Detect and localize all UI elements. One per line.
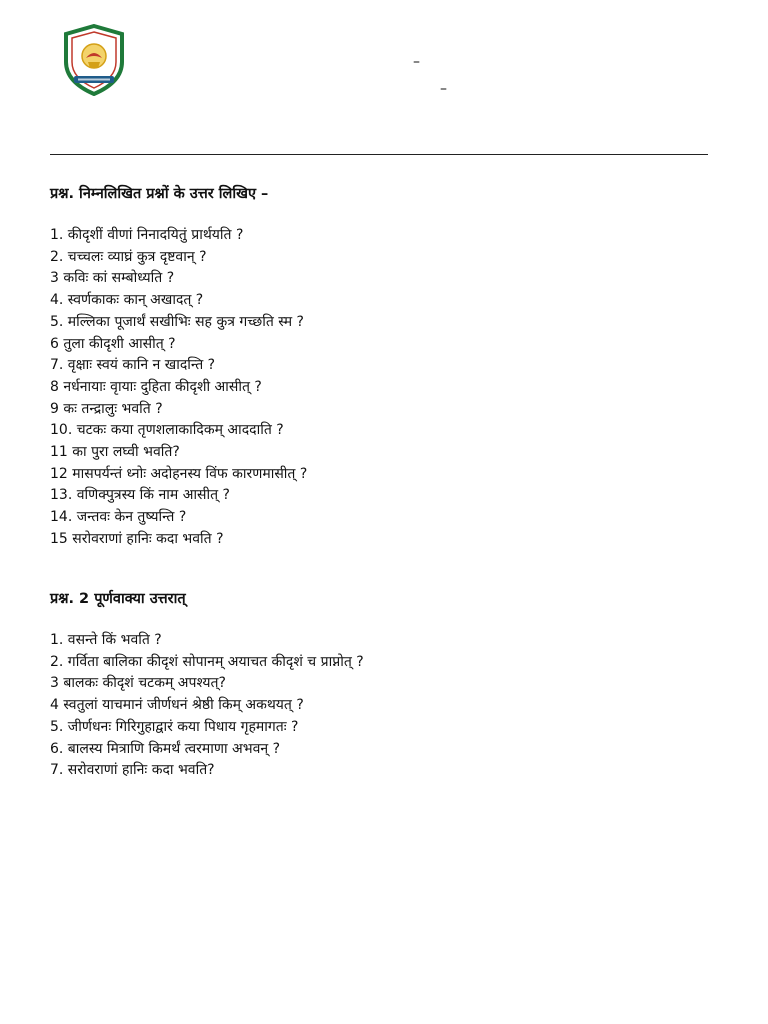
question-item: 10. चटकः कया तृणशलाकादिकम् आददाति ?: [50, 422, 284, 439]
section-1-heading: प्रश्न. निम्नलिखित प्रश्नों के उत्तर लिखिए –: [50, 186, 269, 202]
question-item: 1. वसन्ते किं भवति ?: [50, 632, 162, 648]
header-dash-1: –: [413, 54, 420, 70]
question-item: 5. जीर्णधनः गिरिगुहाद्वारं कया पिधाय गृहमागतः ?: [50, 718, 299, 735]
question-item: 9 कः तन्द्रालुः भवति ?: [50, 400, 163, 417]
section-2: [50, 588, 710, 782]
section-2-heading: प्रश्न. 2 पूर्णवाक्या उत्तरात्: [50, 591, 186, 607]
question-item: 11 का पुरा लघ्वी भवति?: [50, 444, 180, 461]
question-item: 3 बालकः कीदृशं चटकम् अपश्यत्?: [50, 675, 226, 692]
question-item: 14. जन्तवः केन तुष्यन्ति ?: [50, 509, 187, 526]
question-item: 12 मासपर्यन्तं ध्नोः अदोहनस्य विंफ कारणमासीत् ?: [50, 465, 308, 482]
question-item: 7. सरोवराणां हानिः कदा भवति?: [50, 762, 215, 779]
question-item: 15 सरोवराणां हानिः कदा भवति ?: [50, 530, 224, 547]
section-1: [50, 183, 710, 551]
question-item: 5. मल्लिका पूजार्थं सखीभिः सह कुत्र गच्छति स्म ?: [50, 313, 304, 330]
question-item: 6 तुला कीदृशी आसीत् ?: [50, 335, 176, 352]
question-item: 3 कविः कां सम्बोध्यति ?: [50, 270, 175, 287]
question-item: 2. चच्चलः व्याघ्रं कुत्र दृष्टवान् ?: [50, 248, 207, 265]
question-item: 4 स्वतुलां याचमानं जीर्णधनं श्रेष्ठी किम् अकथयत् ?: [50, 697, 304, 714]
question-item: 2. गर्विता बालिका कीदृशं सोपानम् अयाचत कीदृशं च प्राप्नोत् ?: [50, 653, 364, 670]
question-item: 7. वृक्षाः स्वयं कानि न खादन्ति ?: [50, 357, 216, 374]
question-item: 4. स्वर्णकाकः कान् अखादत् ?: [50, 292, 204, 309]
question-item: 8 नर्धनायाः वृायाः दुहिता कीदृशी आसीत् ?: [50, 378, 262, 395]
question-item: 13. वणिक्पुत्रस्य किं नाम आसीत् ?: [50, 487, 230, 504]
question-item: 6. बालस्य मित्राणि किमर्थं त्वरमाणा अभवन् ?: [50, 740, 281, 757]
header-dash-2: –: [440, 81, 447, 97]
question-item: 1. कीदृशीं वीणां निनादयितुं प्रार्थयति ?: [50, 227, 244, 243]
section-2-question-list: [50, 630, 710, 782]
school-crest-logo: [60, 24, 128, 96]
section-1-question-list: [50, 225, 710, 551]
header-divider: [50, 154, 708, 155]
